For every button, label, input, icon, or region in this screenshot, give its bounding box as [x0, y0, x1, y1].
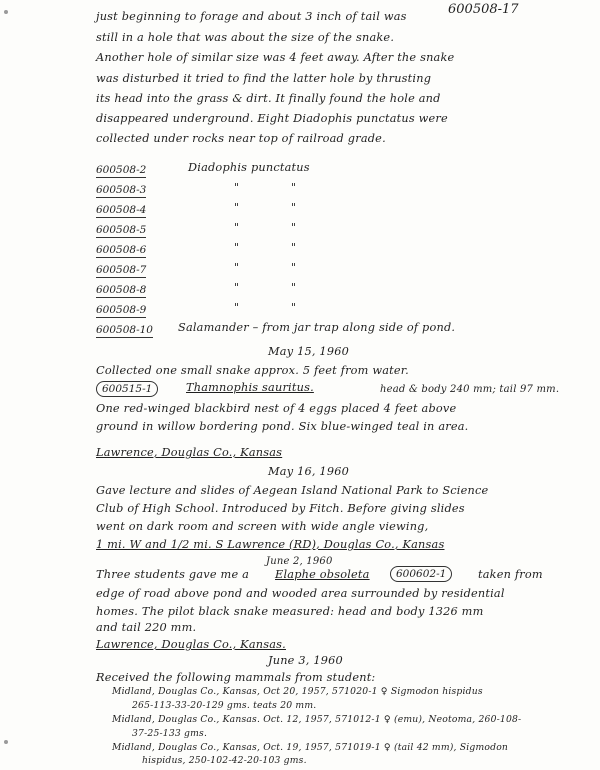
- location-heading: 1 mi. W and 1/2 mi. S Lawrence (RD), Douglas Co., Kansas: [96, 538, 445, 551]
- narrative-line: was disturbed it tried to find the latter hole by thrusting: [96, 72, 432, 85]
- entry-date: June 3, 1960: [268, 654, 343, 667]
- specimen-number: 600508-3: [96, 184, 147, 196]
- entry-date: May 16, 1960: [268, 465, 349, 478]
- narrative-line: its head into the grass & dirt. It finally found the hole and: [96, 92, 441, 105]
- punch-hole-mark: [4, 10, 8, 14]
- narrative-line: ground in willow bordering pond. Six blue-winged teal in area.: [96, 420, 469, 433]
- specimen-record: Midland, Douglas Co., Kansas, Oct 20, 1957, 571020-1 ♀ Sigmodon hispidus: [112, 686, 483, 697]
- ditto-mark: ": [291, 301, 297, 314]
- location-heading: Lawrence, Douglas Co., Kansas.: [96, 638, 286, 651]
- narrative-line: disappeared underground. Eight Diadophis punctatus were: [96, 112, 448, 125]
- specimen-note: Diadophis punctatus: [188, 161, 310, 174]
- entry-date: June 2, 1960: [266, 556, 333, 567]
- narrative-line: homes. The pilot black snake measured: head and body 1326 mm: [96, 605, 484, 618]
- page-number: 600508-17: [448, 2, 519, 17]
- narrative-line: just beginning to forage and about 3 inch of tail was: [96, 10, 407, 23]
- punch-hole-mark: [4, 740, 8, 744]
- ditto-mark: ": [234, 181, 240, 194]
- ditto-mark: ": [234, 261, 240, 274]
- specimen-number-circled: 600602-1: [390, 566, 452, 582]
- specimen-number: 600508-6: [96, 244, 147, 256]
- species-name: Thamnophis sauritus.: [186, 381, 314, 394]
- narrative-line: edge of road above pond and wooded area surrounded by residential: [96, 587, 505, 600]
- ditto-mark: ": [291, 181, 297, 194]
- narrative-line: still in a hole that was about the size of the snake.: [96, 31, 395, 44]
- ditto-mark: ": [234, 201, 240, 214]
- narrative-line: Three students gave me a: [96, 568, 250, 581]
- specimen-record: Midland, Douglas Co., Kansas. Oct. 12, 1957, 571012-1 ♀ (emu), Neotoma, 260-108-: [112, 714, 522, 725]
- specimen-number: 600508-9: [96, 304, 147, 316]
- measurement-note: head & body 240 mm; tail 97 mm.: [380, 384, 560, 395]
- narrative-line: collected under rocks near top of railroad grade.: [96, 132, 386, 145]
- species-name: Elaphe obsoleta: [275, 568, 370, 581]
- specimen-number: 600508-4: [96, 204, 147, 216]
- ditto-mark: ": [291, 241, 297, 254]
- ditto-mark: ": [234, 301, 240, 314]
- ditto-mark: ": [291, 201, 297, 214]
- location-heading: Lawrence, Douglas Co., Kansas: [96, 446, 283, 459]
- narrative-line: One red-winged blackbird nest of 4 eggs placed 4 feet above: [96, 402, 457, 415]
- specimen-record: 265-113-33-20-129 gms. teats 20 mm.: [132, 700, 317, 711]
- narrative-line: Another hole of similar size was 4 feet away. After the snake: [96, 51, 455, 64]
- specimen-record: Midland, Douglas Co., Kansas, Oct. 19, 1957, 571019-1 ♀ (tail 42 mm), Sigmodon: [112, 742, 509, 753]
- specimen-number: 600508-5: [96, 224, 147, 236]
- ditto-mark: ": [234, 241, 240, 254]
- specimen-record: 37-25-133 gms.: [132, 728, 208, 739]
- specimen-number: 600508-8: [96, 284, 147, 296]
- ditto-mark: ": [291, 221, 297, 234]
- narrative-line: taken from: [478, 568, 543, 581]
- specimen-note: Salamander – from jar trap along side of pond.: [178, 321, 456, 334]
- narrative-line: Club of High School. Introduced by Fitch. Before giving slides: [96, 502, 465, 515]
- specimen-number: 600508-2: [96, 164, 147, 176]
- ditto-mark: ": [234, 281, 240, 294]
- ditto-mark: ": [291, 261, 297, 274]
- narrative-line: and tail 220 mm.: [96, 621, 197, 634]
- entry-date: May 15, 1960: [268, 345, 349, 358]
- narrative-line: Received the following mammals from student:: [96, 671, 376, 684]
- specimen-number-circled: 600515-1: [96, 381, 158, 397]
- specimen-number: 600508-7: [96, 264, 147, 276]
- specimen-record: hispidus, 250-102-42-20-103 gms.: [142, 755, 307, 766]
- narrative-line: Collected one small snake approx. 5 feet from water.: [96, 364, 409, 377]
- narrative-line: Gave lecture and slides of Aegean Island National Park to Science: [96, 484, 489, 497]
- ditto-mark: ": [291, 281, 297, 294]
- narrative-line: went on dark room and screen with wide angle viewing,: [96, 520, 429, 533]
- ditto-mark: ": [234, 221, 240, 234]
- specimen-number: 600508-10: [96, 324, 153, 336]
